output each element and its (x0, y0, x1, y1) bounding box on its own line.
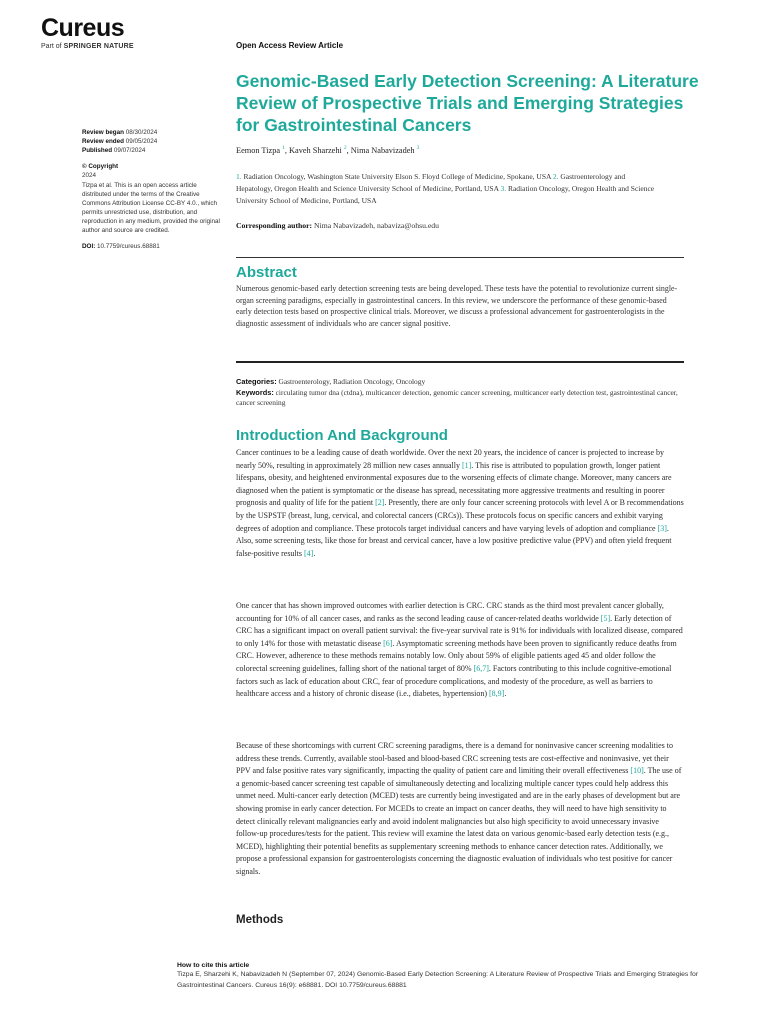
doi-link[interactable]: 10.7759/cureus.68881 (97, 243, 160, 250)
abstract-text: Numerous genomic-based early detection screening tests are being developed. These tests have the potential to revolutionize current single-organ screening paradigms, especially in gastrointestinal cancers. In this review, we underscore the performance of these genomic-based early detection tests based on prospective clinical trials. Moreover, we discuss a professional advancement for gastroenterologists in the diagnostic assessment of individuals who are cancer signal positive. (236, 284, 678, 328)
reference-link[interactable]: [6] (383, 638, 393, 648)
affiliation-text: Gastroenterology and Hepatology, Oregon Health and Science University School of Medicine, Portland, USA (236, 172, 626, 193)
corresponding-author (236, 221, 439, 230)
categories-row (236, 377, 684, 388)
published-row (82, 146, 227, 155)
paragraph-text: . Presently, there are only four cancer screening protocols with level A or B recommendations by the USPSTF (breast, lung, cervical, and colorectal cancers (CRCs)). These protocols focus on specific cancers and exhibit varying degrees of adoption and compliance. These protocols target individual cancers and have varying levels of adoption and compliance (236, 498, 684, 533)
author-name[interactable]: Kaveh Sharzehi (289, 145, 342, 155)
reference-link[interactable]: [3] (657, 523, 667, 533)
author-name[interactable]: Nima Nabavizadeh (350, 145, 415, 155)
citation-text: Tizpa E, Sharzehi K, Nabavizadeh N (September 07, 2024) Genomic-Based Early Detection Screening: A Literature Review of Prospective Trials and Emerging Strategies for Gastrointestinal Cancers. Cureus 16(9): e68881. DOI 10.7759/cureus.68881 (177, 971, 699, 989)
reference-link[interactable]: [8,9] (489, 689, 505, 699)
reference-link[interactable]: [2] (375, 498, 385, 508)
categories-keywords (236, 377, 684, 409)
paragraph-text: . (504, 689, 507, 699)
paragraph-text: . Also, some screening tests, like those for breast and cervical cancer, have a low positive predictive value (PPV) and often yield frequent false-positive results (236, 523, 672, 558)
affiliation-number: 1. (236, 172, 242, 181)
introduction-heading: Introduction And Background (236, 427, 448, 444)
doi-label: DOI: (82, 243, 96, 250)
paragraph-text: Because of these shortcomings with current CRC screening paradigms, there is a demand for noninvasive cancer screening modalities to address these trends. Currently, available stool-based and blood-based CRC screening tests are cost-effective and noninvasive, yet their PPV and false positive rates vary significantly, impacting the quality of patient care and limiting their overall effectiveness (236, 741, 673, 776)
review-began-label: Review began (82, 129, 124, 136)
author-list: Eemon Tizpa $^1$, Kaveh Sharzehi $^2$, Nima Nabavizadeh $^3$ (236, 145, 420, 155)
affiliation-number: 3. (500, 184, 507, 193)
divider (236, 361, 684, 363)
reference-link[interactable]: [1] (461, 460, 472, 470)
paragraph-text: Cancer continues to be a leading cause of death worldwide. Over the next 20 years, the incidence of cancer is projected to increase by nearly 50%, resulting in approximately 28 million new cases annually (236, 448, 665, 470)
author-name[interactable]: Eemon Tizpa (236, 145, 281, 155)
author-affiliation-sup[interactable]: 1 (282, 145, 285, 151)
review-ended-label: Review ended (82, 138, 124, 145)
paragraph-text: . The use of a genomic-based cancer screening test capable of simultaneously detecting and localizing multiple cancer types could help address this unmet need. Multi-cancer early detection (MCED) tests are currently being investigated and are in the early phases of development but are showing promise in early cancer detection. For MCEDs to create an impact on cancer deaths, they will need to have high sensitivity to detect clinically relevant malignancies early and avoid indolent malignancies but also high specificity to avoid unnecessary invasive follow-up procedures/tests for the patient. This review will examine the latest data on various genomic-based early detection tests (e.g., MCED), highlighting their potential benefits as supplementary screening methods to enhance cancer detection rates. Additionally, we propose a professional expansion for gastroenterologists concerning the diagnostic evaluation of individuals who test positive for cancer signals. (236, 766, 682, 876)
reference-link[interactable]: [10] (630, 766, 644, 776)
logo-part-of: Part of (41, 43, 62, 50)
divider (236, 257, 684, 258)
copyright-row (82, 162, 227, 171)
keywords-text: circulating tumor dna (ctdna), multicancer detection, genomic cancer screening, multicancer early detection test, gastrointestinal cancer, cancer screening (236, 387, 678, 407)
intro-paragraph-2 (236, 600, 684, 701)
license-text: Tizpa et al. This is an open access article distributed under the terms of the Creative Commons Attribution License CC-BY 4.0., which permits unrestricted use, distribution, and reproduction in any medium, provided the original author and source are credited. (82, 182, 220, 234)
affiliation-text: Radiation Oncology, Oregon Health and Science University School of Medicine, Portland, USA (236, 184, 655, 205)
methods-heading: Methods (236, 914, 284, 926)
corresponding-author-info[interactable]: Nima Nabavizadeh, nabaviza@ohsu.edu (314, 221, 439, 230)
review-began-date: 08/30/2024 (125, 129, 158, 136)
author-affiliation-sup[interactable]: 2 (343, 145, 347, 151)
published-date: 09/07/2024 (113, 147, 146, 154)
reference-link[interactable]: [5] (600, 613, 611, 623)
copyright-label: © Copyright (82, 163, 119, 170)
categories-text: Gastroenterology, Radiation Oncology, Oncology (278, 377, 426, 386)
author-affiliation-sup[interactable]: 3 (416, 145, 420, 151)
review-began-row (82, 128, 227, 137)
citation-label: How to cite this article (177, 962, 250, 969)
logo-publisher-line (41, 43, 134, 50)
affiliation-text: Radiation Oncology, Washington State University Elson S. Floyd College of Medicine, Spokane, USA (243, 172, 551, 181)
review-ended-row (82, 137, 227, 146)
paragraph-text: One cancer that has shown improved outcomes with earlier detection is CRC. CRC stands as the third most prevalent cancer globally, accounting for 10% of all cancer cases, and ranks as the second leading cause of cancer-related deaths worldwide (236, 601, 664, 623)
logo-publisher: SPRINGER NATURE (63, 43, 134, 50)
keywords-row (236, 388, 684, 409)
published-label: Published (82, 147, 113, 154)
categories-label: Categories: (236, 377, 277, 386)
logo-wordmark: Cureus (41, 14, 125, 42)
corresponding-label: Corresponding author: (236, 221, 313, 230)
article-type-label: Open Access Review Article (236, 41, 344, 50)
abstract-heading: Abstract (236, 264, 297, 281)
cureus-logo[interactable] (41, 16, 134, 50)
paragraph-text: . Early detection of CRC has a significant impact on overall patient survival: the five-year survival rate is 91% for individuals with localized disease, compared to only 14% for those with metastatic disease (236, 613, 683, 648)
paragraph-text: . (313, 548, 316, 558)
affiliation-list (236, 171, 656, 207)
article-title: Genomic-Based Early Detection Screening: A Literature Review of Prospective Trials and Emerging Strategies for Gastrointestinal Cancers (236, 71, 699, 135)
keywords-label: Keywords: (236, 387, 274, 397)
reference-link[interactable]: [6,7] (473, 663, 489, 673)
article-info-sidebar (82, 128, 227, 251)
paragraph-text: . Asymptomatic screening methods have been proven to significantly reduce deaths from CRC. However, adherence to these methods remains notably low. Only about 59% of eligible patients aged 45 and older follow the colorectal screening guidelines, falling short of the national target of 80% (236, 638, 677, 673)
paragraph-text: . Factors contributing to this include cognitive-emotional factors such as lack of education about CRC, fear of procedure complications, and modesty of the procedure, as well as barriers to healthcare access and a history of chronic disease (i.e., diabetes, hypertension) (236, 663, 672, 699)
reference-link[interactable]: [4] (303, 548, 314, 558)
doi-row (82, 242, 227, 251)
review-ended-date: 09/05/2024 (125, 138, 158, 145)
affiliation-number: 2. (552, 172, 559, 181)
copyright-year: 2024 (82, 172, 97, 179)
intro-paragraph-3 (236, 740, 684, 879)
paragraph-text: . This rise is attributed to population growth, longer patient lifespans, obesity, and heightened environmental exposures due to the worsening effects of climate change. Moreover, many cancers are diagnosed when the patient is symptomatic or the disease has spread, necessitating more aggressive treatments and resulting in poorer prognosis and quality of life for the patient (236, 460, 672, 508)
intro-paragraph-1 (236, 447, 684, 560)
